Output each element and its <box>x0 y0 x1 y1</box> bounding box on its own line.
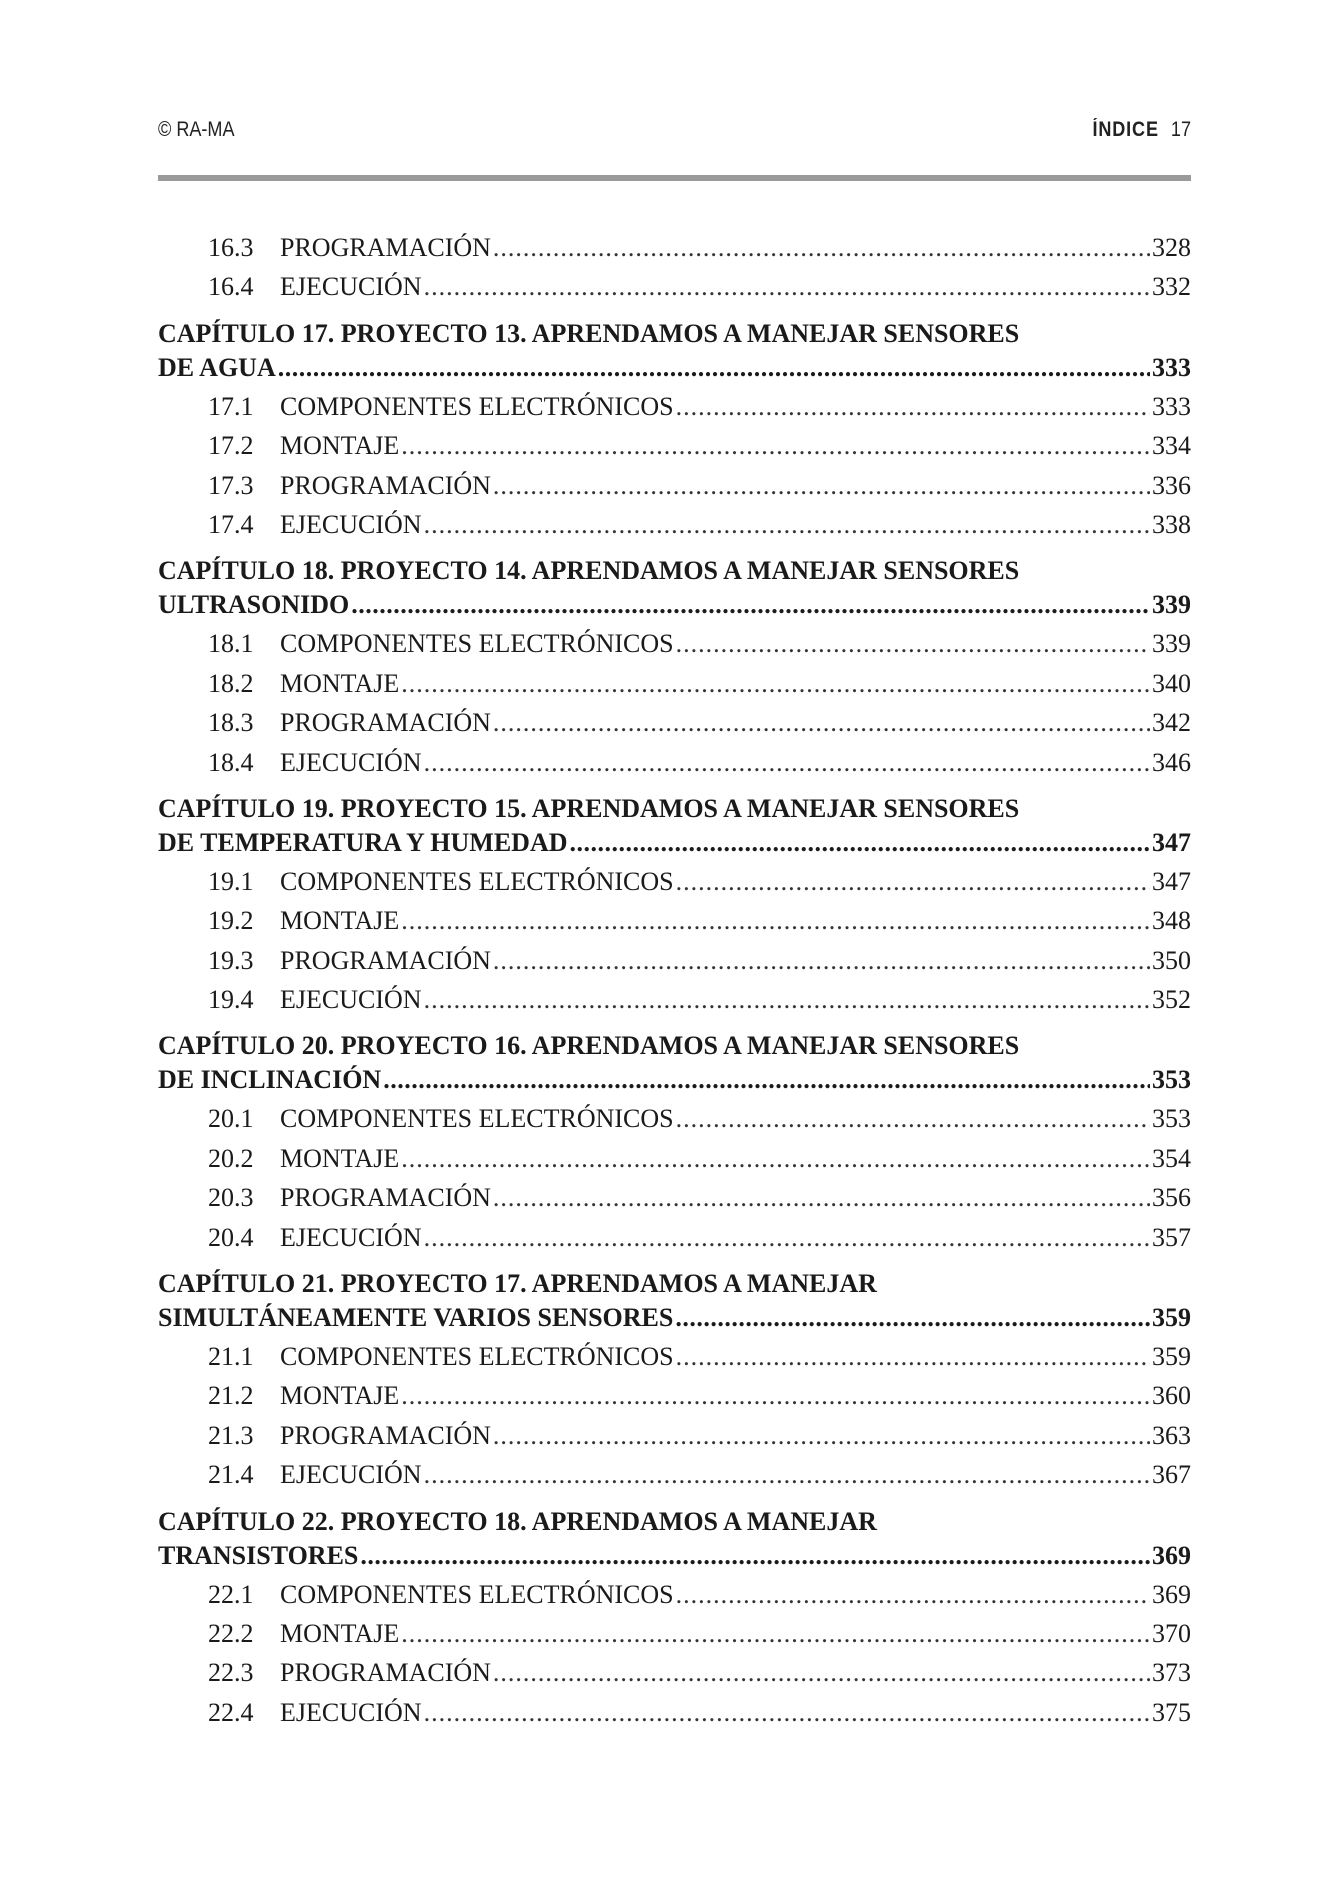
section-number: 22.1 <box>208 1579 254 1609</box>
section-page-number: 347 <box>1152 866 1191 896</box>
section-number: 22.2 <box>208 1618 254 1648</box>
section-page-number: 375 <box>1152 1697 1191 1727</box>
leader-dots <box>493 228 1150 267</box>
section-title: EJECUCIÓN <box>280 985 422 1015</box>
toc-entry <box>158 703 1191 742</box>
toc-entry <box>158 1178 1191 1217</box>
leader-dots <box>493 1416 1150 1455</box>
section-number: 19.1 <box>208 866 254 896</box>
toc-chapter <box>158 1029 1191 1097</box>
chapter-title-line2-row <box>158 351 1191 385</box>
section-number: 19.3 <box>208 945 254 975</box>
leader-dots <box>401 1614 1150 1653</box>
leader-dots <box>424 505 1150 544</box>
section-title: COMPONENTES ELECTRÓNICOS <box>280 629 674 659</box>
section-number: 20.2 <box>208 1143 254 1173</box>
section-page-number: 339 <box>1152 629 1191 659</box>
chapter-title-line2-row <box>158 1539 1191 1573</box>
section-number: 19.4 <box>208 985 254 1015</box>
section-title: PROGRAMACIÓN <box>280 1658 491 1688</box>
section-title: MONTAJE <box>280 1618 400 1648</box>
leader-dots <box>493 1653 1150 1692</box>
chapter-title-line1: CAPÍTULO 20. PROYECTO 16. APRENDAMOS A MANEJAR SENSORES <box>158 1031 1020 1061</box>
toc-entry <box>158 941 1191 980</box>
leader-dots <box>401 1376 1150 1415</box>
toc-entry <box>158 1337 1191 1376</box>
toc-entry <box>158 1139 1191 1178</box>
chapter-title-line2: ULTRASONIDO <box>158 590 350 620</box>
section-number: 20.3 <box>208 1183 254 1213</box>
section-title: EJECUCIÓN <box>280 272 422 302</box>
section-title: PROGRAMACIÓN <box>280 233 491 262</box>
leader-dots <box>360 1539 1150 1573</box>
chapter-page-number: 369 <box>1152 1540 1191 1570</box>
chapter-page-number: 339 <box>1152 590 1191 620</box>
section-page-number: 342 <box>1152 708 1191 738</box>
toc-chapter <box>158 317 1191 385</box>
toc-entry <box>158 1376 1191 1415</box>
section-number: 16.3 <box>208 233 254 262</box>
leader-dots <box>493 1178 1150 1217</box>
toc-entry <box>158 664 1191 703</box>
chapter-title-line2-row <box>158 1063 1191 1097</box>
section-number: 18.4 <box>208 747 254 777</box>
section-number: 18.3 <box>208 708 254 738</box>
section-number: 16.4 <box>208 272 254 302</box>
toc-entry <box>158 267 1191 306</box>
section-title: PROGRAMACIÓN <box>280 1183 491 1213</box>
section-number: 21.3 <box>208 1420 254 1450</box>
toc-entry <box>158 1575 1191 1614</box>
toc-entry <box>158 228 1191 267</box>
leader-dots <box>424 1455 1150 1494</box>
chapter-title-line2-row <box>158 826 1191 860</box>
chapter-title-line2: TRANSISTORES <box>158 1540 359 1570</box>
leader-dots <box>676 1099 1150 1138</box>
section-title: COMPONENTES ELECTRÓNICOS <box>280 1342 674 1372</box>
leader-dots <box>424 267 1150 306</box>
leader-dots <box>493 466 1150 505</box>
leader-dots <box>278 351 1150 385</box>
section-title: COMPONENTES ELECTRÓNICOS <box>280 1579 674 1609</box>
leader-dots <box>351 588 1150 622</box>
toc-entry <box>158 1455 1191 1494</box>
section-title: PROGRAMACIÓN <box>280 470 491 500</box>
chapter-title-line1: CAPÍTULO 21. PROYECTO 17. APRENDAMOS A MANEJAR <box>158 1269 877 1299</box>
section-page-number: 369 <box>1152 1579 1191 1609</box>
section-page-number: 373 <box>1152 1658 1191 1688</box>
toc-entry <box>158 505 1191 544</box>
section-page-number: 346 <box>1152 747 1191 777</box>
section-page-number: 353 <box>1152 1104 1191 1134</box>
leader-dots <box>493 941 1150 980</box>
section-number: 22.3 <box>208 1658 254 1688</box>
toc-entry <box>158 387 1191 426</box>
leader-dots <box>676 1575 1150 1614</box>
toc-entry <box>158 862 1191 901</box>
leader-dots <box>676 624 1150 663</box>
section-title: PROGRAMACIÓN <box>280 708 491 738</box>
section-page-number: 338 <box>1152 509 1191 539</box>
section-number: 22.4 <box>208 1697 254 1727</box>
section-title: MONTAJE <box>280 906 400 936</box>
section-number: 21.2 <box>208 1381 254 1411</box>
toc-chapter <box>158 554 1191 622</box>
header-right <box>1092 118 1191 142</box>
chapter-title-line1: CAPÍTULO 19. PROYECTO 15. APRENDAMOS A MANEJAR SENSORES <box>158 793 1020 823</box>
chapter-title-line2-row <box>158 588 1191 622</box>
section-number: 17.1 <box>208 391 254 421</box>
leader-dots <box>676 387 1150 426</box>
leader-dots <box>493 703 1150 742</box>
leader-dots <box>676 862 1150 901</box>
toc-entry <box>158 1614 1191 1653</box>
section-page-number: 352 <box>1152 985 1191 1015</box>
section-title: EJECUCIÓN <box>280 1222 422 1252</box>
toc-entry <box>158 1693 1191 1732</box>
toc-entry <box>158 426 1191 465</box>
section-page-number: 336 <box>1152 470 1191 500</box>
chapter-title-line1: CAPÍTULO 17. PROYECTO 13. APRENDAMOS A MANEJAR SENSORES <box>158 318 1020 348</box>
section-title: COMPONENTES ELECTRÓNICOS <box>280 391 674 421</box>
toc-entry <box>158 1218 1191 1257</box>
section-title: EJECUCIÓN <box>280 1697 422 1727</box>
toc-entry <box>158 1653 1191 1692</box>
section-page-number: 333 <box>1152 391 1191 421</box>
leader-dots <box>401 426 1150 465</box>
section-title: PROGRAMACIÓN <box>280 1420 491 1450</box>
chapter-page-number: 359 <box>1152 1303 1191 1333</box>
toc-chapter <box>158 792 1191 860</box>
section-number: 20.1 <box>208 1104 254 1134</box>
section-number: 20.4 <box>208 1222 254 1252</box>
section-page-number: 356 <box>1152 1183 1191 1213</box>
chapter-title-line2-row <box>158 1301 1191 1335</box>
section-page-number: 350 <box>1152 945 1191 975</box>
chapter-title-line2: DE INCLINACIÓN <box>158 1065 382 1095</box>
section-title: ÍNDICE <box>1092 118 1159 141</box>
toc-chapter <box>158 1505 1191 1573</box>
section-title: EJECUCIÓN <box>280 747 422 777</box>
leader-dots <box>675 1301 1150 1335</box>
section-page-number: 348 <box>1152 906 1191 936</box>
section-page-number: 340 <box>1152 668 1191 698</box>
section-number: 17.3 <box>208 470 254 500</box>
section-number: 17.2 <box>208 431 254 461</box>
section-number: 21.1 <box>208 1342 254 1372</box>
chapter-title-line2: DE AGUA <box>158 352 276 382</box>
chapter-page-number: 353 <box>1152 1065 1191 1095</box>
toc-entry <box>158 624 1191 663</box>
section-title: COMPONENTES ELECTRÓNICOS <box>280 1104 674 1134</box>
chapter-page-number: 333 <box>1152 352 1191 382</box>
toc-entry <box>158 466 1191 505</box>
section-page-number: 334 <box>1152 431 1191 461</box>
chapter-title-line1: CAPÍTULO 18. PROYECTO 14. APRENDAMOS A MANEJAR SENSORES <box>158 556 1020 586</box>
leader-dots <box>676 1337 1150 1376</box>
leader-dots <box>424 1218 1150 1257</box>
section-number: 18.1 <box>208 629 254 659</box>
section-title: COMPONENTES ELECTRÓNICOS <box>280 866 674 896</box>
toc-entry <box>158 980 1191 1019</box>
leader-dots <box>401 1139 1150 1178</box>
leader-dots <box>401 664 1150 703</box>
toc-chapter <box>158 1267 1191 1335</box>
chapter-page-number: 347 <box>1152 827 1191 857</box>
section-title: MONTAJE <box>280 431 400 461</box>
leader-dots <box>424 1693 1150 1732</box>
header-rule <box>158 175 1191 181</box>
section-title: PROGRAMACIÓN <box>280 945 491 975</box>
copyright-label: © RA-MA <box>158 118 235 141</box>
section-title: MONTAJE <box>280 1381 400 1411</box>
section-number: 18.2 <box>208 668 254 698</box>
section-number: 21.4 <box>208 1460 254 1490</box>
section-page-number: 367 <box>1152 1460 1191 1490</box>
leader-dots <box>424 743 1150 782</box>
page-header <box>158 118 1191 148</box>
section-page-number: 328 <box>1152 233 1191 262</box>
leader-dots <box>383 1063 1150 1097</box>
section-title: MONTAJE <box>280 1143 400 1173</box>
section-number: 19.2 <box>208 906 254 936</box>
section-page-number: 360 <box>1152 1381 1191 1411</box>
section-page-number: 332 <box>1152 272 1191 302</box>
section-page-number: 359 <box>1152 1342 1191 1372</box>
leader-dots <box>424 980 1150 1019</box>
section-page-number: 354 <box>1152 1143 1191 1173</box>
leader-dots <box>570 826 1150 860</box>
section-number: 17.4 <box>208 509 254 539</box>
table-of-contents <box>158 228 1191 1732</box>
section-page-number: 363 <box>1152 1420 1191 1450</box>
chapter-title-line2: DE TEMPERATURA Y HUMEDAD <box>158 827 568 857</box>
leader-dots <box>401 901 1150 940</box>
chapter-title-line2: SIMULTÁNEAMENTE VARIOS SENSORES <box>158 1303 674 1333</box>
toc-entry <box>158 901 1191 940</box>
section-page-number: 370 <box>1152 1618 1191 1648</box>
section-title: MONTAJE <box>280 668 400 698</box>
chapter-title-line1: CAPÍTULO 22. PROYECTO 18. APRENDAMOS A MANEJAR <box>158 1506 877 1536</box>
section-page-number: 357 <box>1152 1222 1191 1252</box>
page-number: 17 <box>1170 118 1191 141</box>
section-title: EJECUCIÓN <box>280 1460 422 1490</box>
section-title: EJECUCIÓN <box>280 509 422 539</box>
toc-entry <box>158 1099 1191 1138</box>
toc-entry <box>158 743 1191 782</box>
toc-entry <box>158 1416 1191 1455</box>
